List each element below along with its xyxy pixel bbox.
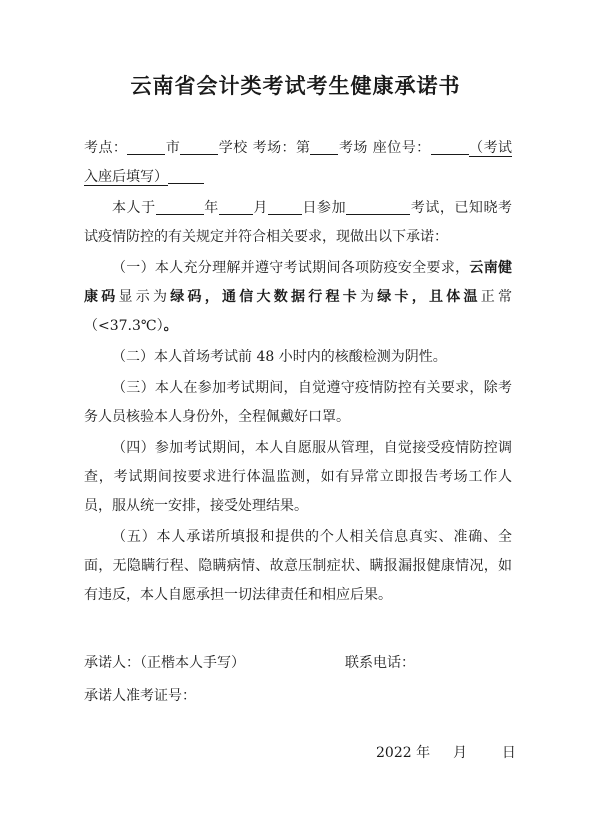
item1-comma-2: ， <box>411 289 429 305</box>
item1-text-g: 为 <box>360 289 378 305</box>
blank-seat-tail <box>168 168 204 184</box>
blank-exam-name[interactable] <box>346 199 410 215</box>
item-3: （三）本人在参加考试期间，自觉遵守疫情防控有关要求，除考务人员核验本人身份外，全程佩戴好口罩。 <box>84 380 512 425</box>
item1-health-code: 云南健康码 <box>84 260 512 305</box>
item-5: （五）本人承诺所填报和提供的个人相关信息真实、准确、全面，无隐瞒行程、隐瞒病情、故意压制症状、瞒报漏报健康情况，如有违反，本人自愿承担一切法律责任和相应后果。 <box>84 529 512 603</box>
item1-text-c: 显示为 <box>118 289 171 305</box>
label-city: 市 <box>165 140 181 156</box>
label-school-room: 学校 考场：第 <box>218 140 311 156</box>
blank-school[interactable] <box>180 139 218 155</box>
promiser-label: 承诺人：（正楷本人手写） <box>84 655 245 671</box>
intro-text-exam: 考试，已知晓考试疫情防控的有关规定并符合相关要求，现做出以下承诺： <box>84 200 513 245</box>
document-body <box>84 134 512 612</box>
seat-note-open: （考 <box>468 140 499 156</box>
item-4: （四）参加考试期间，本人自愿服从管理，自觉接受疫情防控调查，考试期间按要求进行体温监测，如有异常立即报告考场工作人员，服从统一安排，接受处理结果。 <box>84 440 512 514</box>
date-day: 日 <box>501 745 516 761</box>
label-room-seat: 考场 座位号： <box>338 140 431 156</box>
blank-month[interactable] <box>219 199 253 215</box>
item1-green-card: 绿卡 <box>377 289 412 305</box>
item1-comma-1: ， <box>204 289 222 305</box>
item1-temperature: 且体温 <box>429 289 481 305</box>
document-title: 云南省会计类考试考生健康承诺书 <box>130 73 461 98</box>
label-exam-site: 考点： <box>84 140 128 156</box>
blank-day[interactable] <box>268 199 302 215</box>
date-month: 月 <box>453 745 467 761</box>
phone-label: 联系电话： <box>345 655 415 671</box>
date-year: 2022 年 <box>376 745 431 761</box>
item1-text-a: （一）本人充分理解并遵守考试期间各项防疫安全要求， <box>112 260 470 276</box>
item1-green-code: 绿码 <box>170 289 205 305</box>
item-1 <box>84 254 512 341</box>
intro-paragraph <box>84 194 512 252</box>
blank-year[interactable] <box>156 199 204 215</box>
blank-city[interactable] <box>127 139 165 155</box>
item-2: （二）本人首场考试前 48 小时内的核酸检测为阴性。 <box>112 349 447 365</box>
label-year: 年 <box>203 200 219 216</box>
intro-text-a: 本人于 <box>112 200 156 216</box>
item1-period: 。 <box>163 318 178 334</box>
label-month: 月 <box>252 200 268 216</box>
blank-seat[interactable] <box>431 139 469 155</box>
label-day: 日参加 <box>301 200 347 216</box>
admission-number-label: 承诺人准考证号： <box>84 688 196 704</box>
sign-date <box>376 742 516 762</box>
blank-room[interactable] <box>310 139 338 155</box>
exam-info-line <box>84 134 512 192</box>
seat-note-close: 试入座后填写） <box>84 140 513 185</box>
item1-travel-card: 通信大数据行程卡 <box>222 289 360 305</box>
item1-text-k: 正常（<37.3℃） <box>84 289 512 334</box>
